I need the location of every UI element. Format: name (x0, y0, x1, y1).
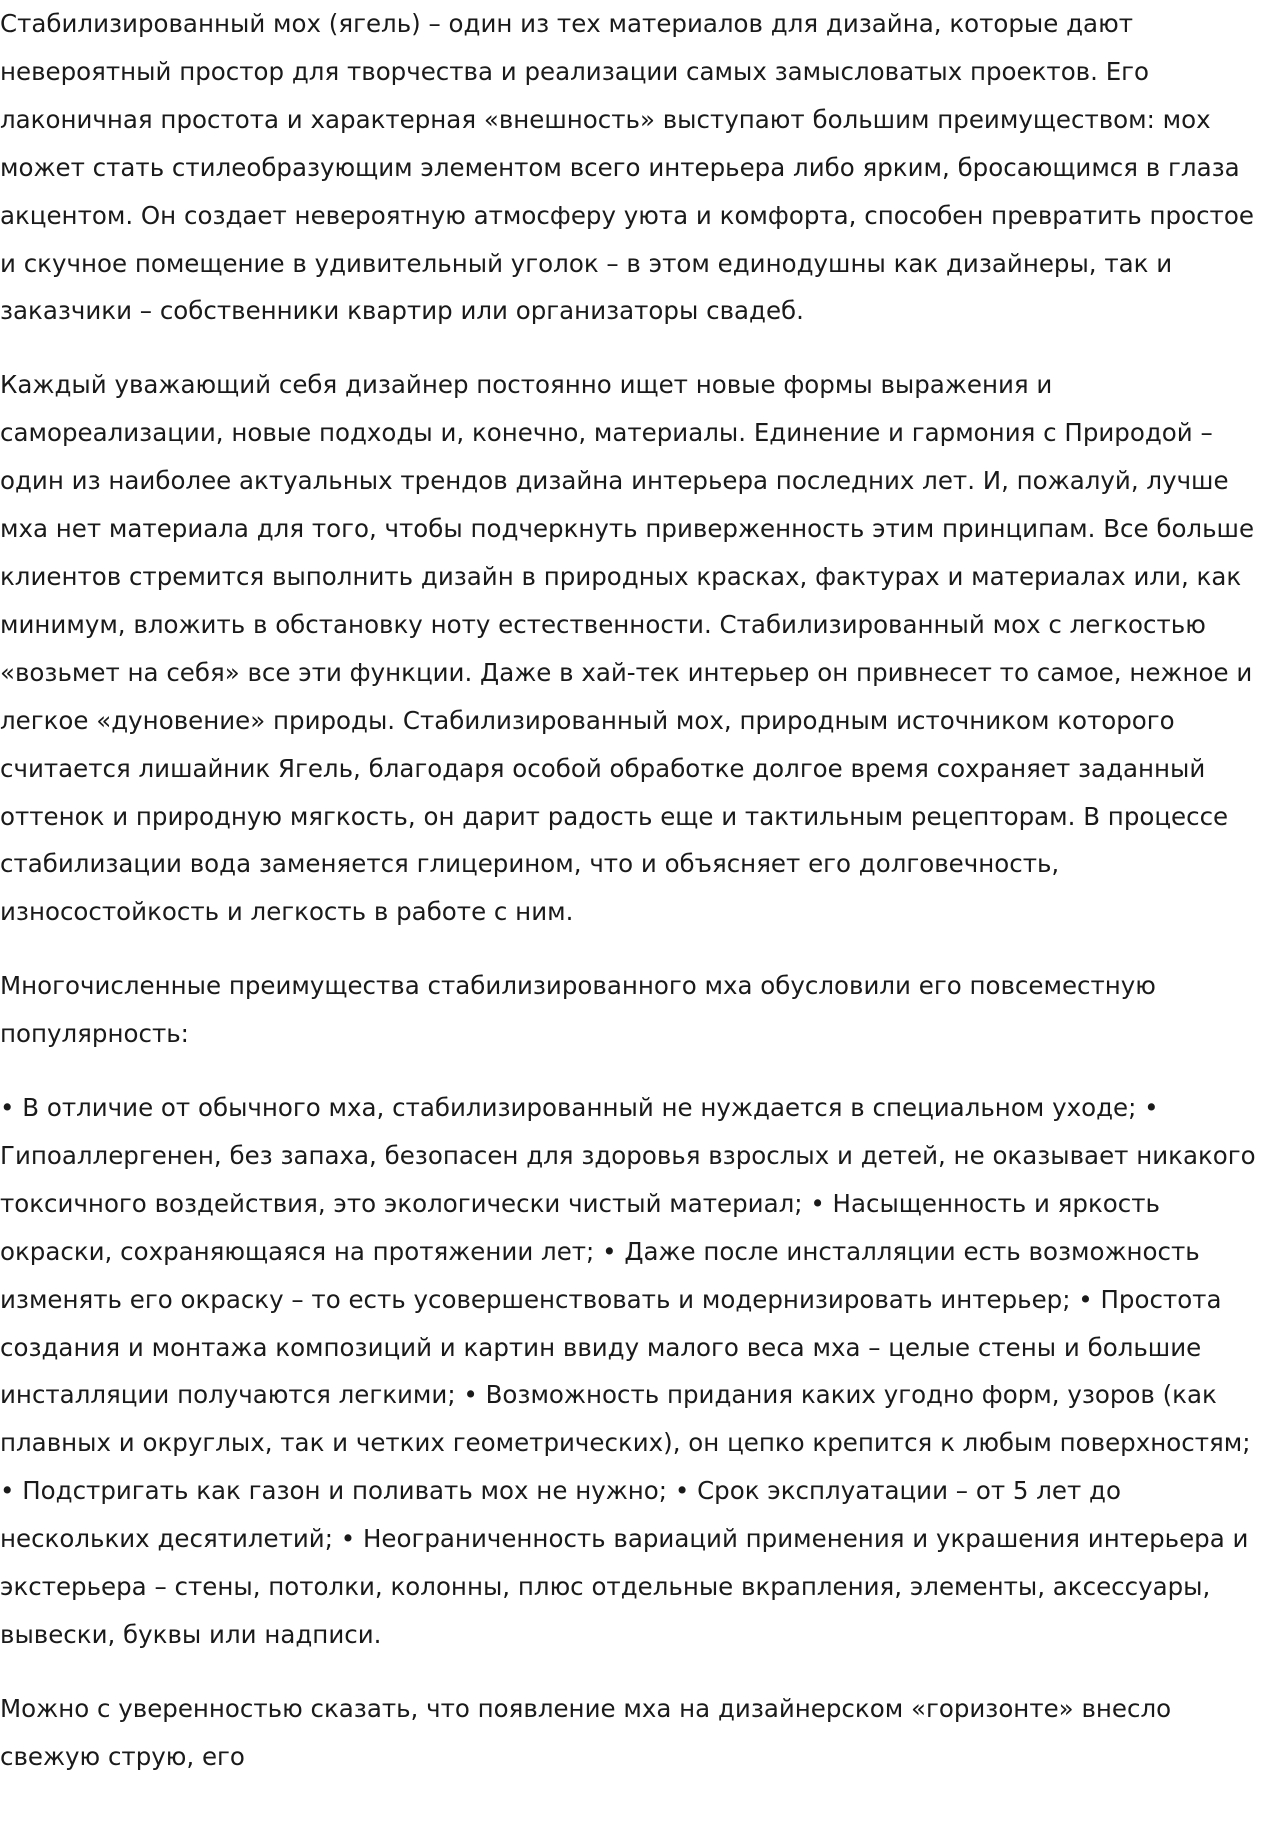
paragraph-intro: Стабилизированный мох (ягель) – один из тех материалов для дизайна, которые дают невероятный простор для творчества и реализации самых замысловатых проектов. Его лаконичная простота и характерная «внешность» выступают большим преимуществом: мох может стать стилеобразующим элементом всего интерьера либо ярким, бросающимся в глаза акцентом. Он создает невероятную атмосферу уюта и комфорта, способен превратить простое и скучное помещение в удивительный уголок – в этом единодушны как дизайнеры, так и заказчики – собственники квартир или организаторы свадеб. (0, 9, 1254, 326)
paragraph-advantages-list: • В отличие от обычного мха, стабилизированный не нуждается в специальном уходе; • Гипоаллергенен, без запаха, безопасен для здоровья взрослых и детей, не оказывает никакого токсичного воздействия, это экологически чистый материал; • Насыщенность и яркость окраски, сохраняющаяся на протяжении лет; • Даже после инсталляции есть возможность изменять его окраску – то есть усовершенствовать и модернизировать интерьер; • Простота создания и монтажа композиций и картин ввиду малого веса мха – целые стены и большие инсталляции получаются легкими; • Возможность придания каких угодно форм, узоров (как плавных и округлых, так и четких геометрических), он цепко крепится к любым поверхностям; • Подстригать как газон и поливать мох не нужно; • Срок эксплуатации – от 5 лет до нескольких десятилетий; • Неограниченность вариаций применения и украшения интерьера и экстерьера – стены, потолки, колонны, плюс отдельные вкрапления, элементы, аксессуары, вывески, буквы или надписи. (0, 1093, 1256, 1649)
paragraph-conclusion: Можно с уверенностью сказать, что появление мха на дизайнерском «горизонте» внесло свежую струю, его (0, 1693, 1172, 1771)
paragraph-designer-trends: Каждый уважающий себя дизайнер постоянно ищет новые формы выражения и самореализации, новые подходы и, конечно, материалы. Единение и гармония с Природой – один из наиболее актуальных трендов дизайна интерьера последних лет. И, пожалуй, лучше мха нет материала для того, чтобы подчеркнуть приверженность этим принципам. Все больше клиентов стремится выполнить дизайн в природных красках, фактурах и материалах или, как минимум, вложить в обстановку ноту естественности. Стабилизированный мох с легкостью «возьмет на себя» все эти функции. Даже в хай-тек интерьер он привнесет то самое, нежное и легкое «дуновение» природы. Стабилизированный мох, природным источником которого считается лишайник Ягель, благодаря особой обработке долгое время сохраняет заданный оттенок и природную мягкость, он дарит радость еще и тактильным рецепторам. В процессе стабилизации вода заменяется глицерином, что и объясняет его долговечность, износостойкость и легкость в работе с ним. (0, 370, 1255, 927)
paragraph-advantages-intro: Многочисленные преимущества стабилизированного мха обусловили его повсеместную популярность: (0, 971, 1156, 1049)
